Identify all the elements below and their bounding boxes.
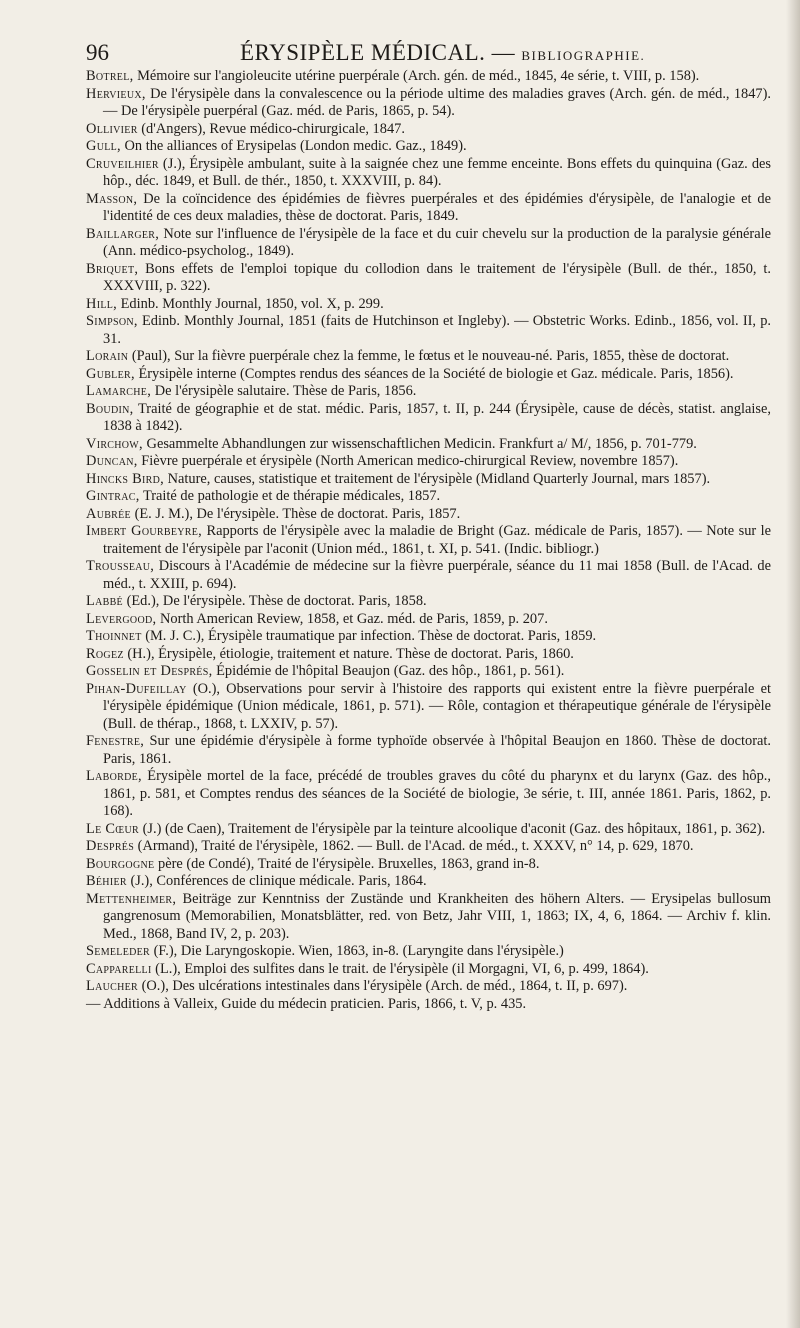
entry-text: (L.), Emploi des sulfites dans le trait. de l'érysipèle (il Morgagni, VI, 6, p. 499, 1864).: [151, 960, 649, 977]
bibliography-entry: [86, 138, 771, 156]
page-number: 96: [86, 40, 109, 65]
running-title: [240, 40, 645, 66]
bibliography-entry: [86, 383, 771, 401]
entry-text: (J.), Érysipèle ambulant, suite à la saignée chez une femme enceinte. Bons effets du quinquina (Gaz. des hôp., déc. 1849, et Bull. de thér., 1850, t. XXXVIII, p. 84).: [103, 155, 771, 189]
entry-text: père (de Condé), Traité de l'érysipèle. Bruxelles, 1863, grand in-8.: [154, 855, 540, 872]
entry-author: Aubrée: [86, 505, 131, 522]
entry-author: Béhier: [86, 873, 127, 889]
bibliography-entry: [86, 348, 771, 366]
entry-author: Masson,: [86, 190, 138, 207]
entry-author: Hincks Bird,: [86, 470, 165, 487]
entry-author: Capparelli: [86, 960, 152, 977]
entry-text: Rapports de l'érysipèle avec la maladie de Bright (Gaz. médicale de Paris, 1857). — Note sur le traitement de l'érysipèle par l'aconit (Union méd., 1861, t. XI, p. 541. (Indic. bibliogr.): [103, 523, 771, 557]
bibliography-entry: [86, 296, 771, 314]
page-edge-shadow: [786, 0, 800, 1328]
entry-author: Hill,: [86, 295, 118, 312]
bibliography-entry: [86, 558, 771, 593]
entry-text: (d'Angers), Revue médico-chirurgicale, 1847.: [137, 120, 405, 137]
entry-text: Traité de pathologie et de thérapie médicales, 1857.: [139, 488, 441, 504]
entry-author: Bourgogne: [86, 855, 155, 872]
entry-author: Le Cœur: [86, 820, 139, 837]
entry-author: Simpson,: [86, 313, 138, 329]
entry-author: Thoinnet: [86, 628, 142, 644]
bibliography-entry: [86, 856, 771, 874]
bibliography-entry: [86, 681, 771, 734]
header-title: ÉRYSIPÈLE MÉDICAL.: [240, 40, 486, 65]
bibliography-entry: [86, 261, 771, 296]
entry-author: Cruveilhier: [86, 155, 159, 172]
bibliography-entry: [86, 313, 771, 348]
entry-text: Bons effets de l'emploi topique du collodion dans le traitement de l'érysipèle (Bull. de thér., 1850, t. XXXVIII, p. 322).: [103, 260, 771, 294]
bibliography-entry: [86, 961, 771, 979]
bibliography-entry: [86, 628, 771, 646]
bibliography-entry: [86, 156, 771, 191]
bibliography-entry: [86, 401, 771, 436]
bibliography-entry: [86, 121, 771, 139]
entry-text: Érysipèle mortel de la face, précédé de troubles graves du côté du pharynx et du larynx (Gaz. des hôp., 1861, p. 581, et Comptes rendus des séances de la Société de biologie, 3e série, t. III, année 1861. Paris, 1862, p. 168).: [103, 768, 771, 819]
entry-author: Lamarche,: [86, 383, 152, 399]
entry-author: Fenestre,: [86, 733, 145, 749]
bibliography-entry: [86, 191, 771, 226]
entry-text: Sur une épidémie d'érysipèle à forme typhoïde observée à l'hôpital Beaujon en 1860. Thèse de doctorat. Paris, 1861.: [103, 733, 771, 767]
bibliography-list: [86, 68, 771, 1013]
entry-text: De l'érysipèle salutaire. Thèse de Paris, 1856.: [151, 383, 417, 399]
header-separator: —: [485, 40, 522, 65]
entry-author: Gull,: [86, 138, 121, 154]
entry-author: Duncan,: [86, 453, 138, 469]
entry-author: Pihan-Dufeillay: [86, 680, 187, 697]
bibliography-entry: [86, 996, 771, 1014]
running-header: [86, 40, 766, 68]
entry-author: Virchow,: [86, 435, 143, 452]
entry-author: Laborde,: [86, 768, 142, 784]
entry-text: Érysipèle interne (Comptes rendus des séances de la Société de biologie et Gaz. médicale. Paris, 1856).: [134, 365, 734, 382]
bibliography-entry: [86, 488, 771, 506]
bibliography-entry: [86, 523, 771, 558]
entry-text: Nature, causes, statistique et traitement de l'érysipèle (Midland Quarterly Journal, mars 1857).: [164, 470, 711, 487]
entry-text: Edinb. Monthly Journal, 1850, vol. X, p. 299.: [117, 295, 384, 312]
bibliography-entry: [86, 821, 771, 839]
entry-text: (Paul), Sur la fièvre puerpérale chez la femme, le fœtus et le nouveau-né. Paris, 1855, thèse de doctorat.: [128, 348, 730, 364]
entry-author: Laucher: [86, 978, 139, 994]
entry-text: De l'érysipèle dans la convalescence ou la période ultime des maladies graves (Arch. gén. de méd., 1847). — De l'érysipèle puerpéral (Gaz. méd. de Paris, 1865, p. 54).: [103, 85, 771, 119]
bibliography-entry: [86, 506, 771, 524]
header-subtitle: BIBLIOGRAPHIE.: [521, 48, 646, 63]
bibliography-entry: [86, 611, 771, 629]
entry-text: (E. J. M.), De l'érysipèle. Thèse de doctorat. Paris, 1857.: [130, 505, 461, 522]
bibliography-entry: [86, 226, 771, 261]
entry-author: Mettenheimer,: [86, 890, 177, 907]
entry-text: De la coïncidence des épidémies de fièvres puerpérales et des épidémies d'érysipèle, de l'analogie et de l'identité de ces deux maladies, thèse de doctorat. Paris, 1849.: [103, 190, 771, 224]
entry-text: (J.), Conférences de clinique médicale. Paris, 1864.: [126, 873, 427, 889]
entry-text: (M. J. C.), Érysipèle traumatique par infection. Thèse de doctorat. Paris, 1859.: [141, 628, 597, 644]
bibliography-entry: [86, 453, 771, 471]
entry-text: Beiträge zur Kenntniss der Zustände und Krankheiten des höhern Alters. — Erysipelas bullosum gangrenosum (Memorabilien, Monatsblätter, red. von Betz, Jahr VIII, 1, 1863; IX, 4, 6, 1864. — Archiv f. klin. Med., 1868, Band IV, 2, p. 203).: [103, 890, 771, 942]
bibliography-entry: [86, 68, 771, 86]
entry-author: Ollivier: [86, 120, 138, 137]
entry-text: Gesammelte Abhandlungen zur wissenschaftlichen Medicin. Frankfurt a/ M/, 1856, p. 701-779.: [142, 435, 697, 452]
bibliography-entry: [86, 733, 771, 768]
bibliography-entry: [86, 646, 771, 664]
bibliography-entry: [86, 593, 771, 611]
entry-text: (J.) (de Caen), Traitement de l'érysipèle par la teinture alcoolique d'aconit (Gaz. des hôpitaux, 1861, p. 362).: [138, 820, 766, 837]
entry-author: Trousseau,: [86, 558, 155, 574]
entry-author: Levergood,: [86, 610, 157, 627]
entry-author: Gubler,: [86, 365, 135, 382]
entry-author: Briquet,: [86, 260, 139, 277]
entry-text: (F.), Die Laryngoskopie. Wien, 1863, in-8. (Laryngite dans l'érysipèle.): [150, 943, 564, 959]
entry-text: Mémoire sur l'angioleucite utérine puerpérale (Arch. gén. de méd., 1845, 4e série, t. VIII, p. 158).: [133, 68, 700, 84]
entry-text: (Armand), Traité de l'érysipèle, 1862. — Bull. de l'Acad. de méd., t. XXXV, n° 14, p. 629, 1870.: [134, 838, 694, 854]
entry-text: (O.), Observations pour servir à l'histoire des rapports qui existent entre la fièvre puerpérale et l'érysipèle épidémique (Union médicale, 1861, p. 571). — Rôle, contagion et thérapeutique générale de l'érysipèle (Bull. de thérap., 1868, t. LXXIV, p. 57).: [103, 680, 771, 732]
entry-text: On the alliances of Erysipelas (London medic. Gaz., 1849).: [120, 138, 467, 154]
entry-text: Traité de géographie et de stat. médic. Paris, 1857, t. II, p. 244 (Érysipèle, cause de décès, statist. anglaise, 1838 à 1842).: [103, 400, 771, 434]
entry-author: Després: [86, 838, 135, 854]
bibliography-entry: [86, 873, 771, 891]
entry-author: Hervieux,: [86, 85, 146, 102]
entry-author: Rogez: [86, 645, 124, 662]
entry-author: Gintrac,: [86, 488, 140, 504]
bibliography-entry: [86, 366, 771, 384]
entry-author: Boudin,: [86, 400, 134, 417]
entry-author: Baillarger,: [86, 225, 160, 242]
entry-text: Edinb. Monthly Journal, 1851 (faits de Hutchinson et Ingleby). — Obstetric Works. Edinb., 1856, vol. II, p. 31.: [103, 313, 771, 347]
entry-text: North American Review, 1858, et Gaz. méd. de Paris, 1859, p. 207.: [156, 610, 548, 627]
entry-text: Épidémie de l'hôpital Beaujon (Gaz. des hôp., 1861, p. 561).: [212, 663, 565, 679]
entry-author: Gosselin et Després,: [86, 663, 213, 679]
entry-author: Botrel,: [86, 68, 134, 84]
entry-text: Fièvre puerpérale et érysipèle (North American medico-chirurgical Review, novembre 1857).: [137, 453, 679, 469]
bibliography-entry: [86, 471, 771, 489]
entry-text: (O.), Des ulcérations intestinales dans l'érysipèle (Arch. de méd., 1864, t. II, p. 697).: [138, 978, 628, 994]
bibliography-entry: [86, 943, 771, 961]
bibliography-entry: [86, 978, 771, 996]
entry-author: Imbert Gourbeyre,: [86, 523, 203, 539]
bibliography-entry: [86, 768, 771, 821]
bibliography-entry: [86, 838, 771, 856]
entry-text: Discours à l'Académie de médecine sur la fièvre puerpérale, séance du 11 mai 1858 (Bull. de l'Acad. de méd., t. XXIII, p. 694).: [103, 558, 771, 592]
bibliography-entry: [86, 663, 771, 681]
entry-text: — Additions à Valleix, Guide du médecin praticien. Paris, 1866, t. V, p. 435.: [86, 995, 527, 1012]
bibliography-entry: [86, 86, 771, 121]
bibliography-entry: [86, 436, 771, 454]
entry-text: Note sur l'influence de l'érysipèle de la face et du cuir chevelu sur la production de la paralysie générale (Ann. médico-psycholog., 1849).: [103, 225, 771, 259]
entry-author: Labbé: [86, 593, 123, 609]
entry-text: (Ed.), De l'érysipèle. Thèse de doctorat. Paris, 1858.: [122, 593, 427, 609]
entry-author: Lorain: [86, 348, 129, 364]
bibliography-entry: [86, 891, 771, 944]
entry-text: (H.), Érysipèle, étiologie, traitement et nature. Thèse de doctorat. Paris, 1860.: [123, 645, 574, 662]
entry-author: Semeleder: [86, 943, 151, 959]
